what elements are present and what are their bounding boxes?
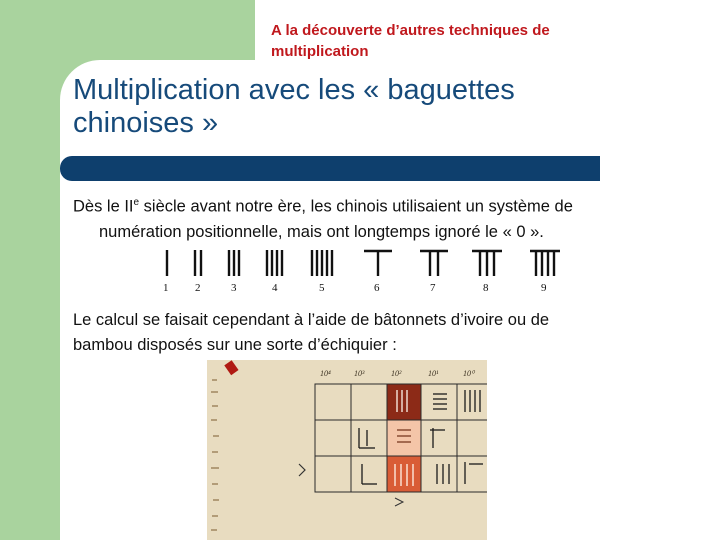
header-line-1: A la découverte d’autres techniques de [271,22,550,39]
board-header: 10⁰ [463,369,475,378]
rod-numerals-figure [150,246,570,296]
board-paragraph: Le calcul se faisait cependant à l’aide de bâtonnets d’ivoire ou de bambou disposés sur une sorte d’échiquier : [73,311,550,354]
header-line-2: multiplication [271,43,369,60]
numeral-label: 2 [195,282,201,294]
sidebar-band [0,0,60,540]
numeral-label: 8 [483,282,489,294]
numeral-label: 3 [231,282,237,294]
numeral-label: 6 [374,282,380,294]
header-band [0,0,255,60]
numeral-label: 9 [541,282,547,294]
board-header: 10² [391,369,402,378]
title-underline-bar [60,156,600,181]
title-line-2: chinoises » [73,107,219,139]
numeral-label: 7 [430,282,436,294]
slide-title [73,74,693,140]
numeral-label: 1 [163,282,169,294]
numeral-label: 4 [272,282,278,294]
counting-board-image [207,360,487,540]
intro-paragraph: Dès le IIe siècle avant notre ère, les chinois utilisaient un système de numération positionnelle, mais ont longtemps ignoré le « 0 ». [73,197,573,241]
board-header: 10³ [354,369,365,378]
title-line-1: Multiplication avec les « baguettes [73,74,515,106]
numeral-label: 5 [319,282,325,294]
slide-header [271,20,671,62]
board-header: 10¹ [428,369,439,378]
board-header: 10⁴ [320,369,331,378]
